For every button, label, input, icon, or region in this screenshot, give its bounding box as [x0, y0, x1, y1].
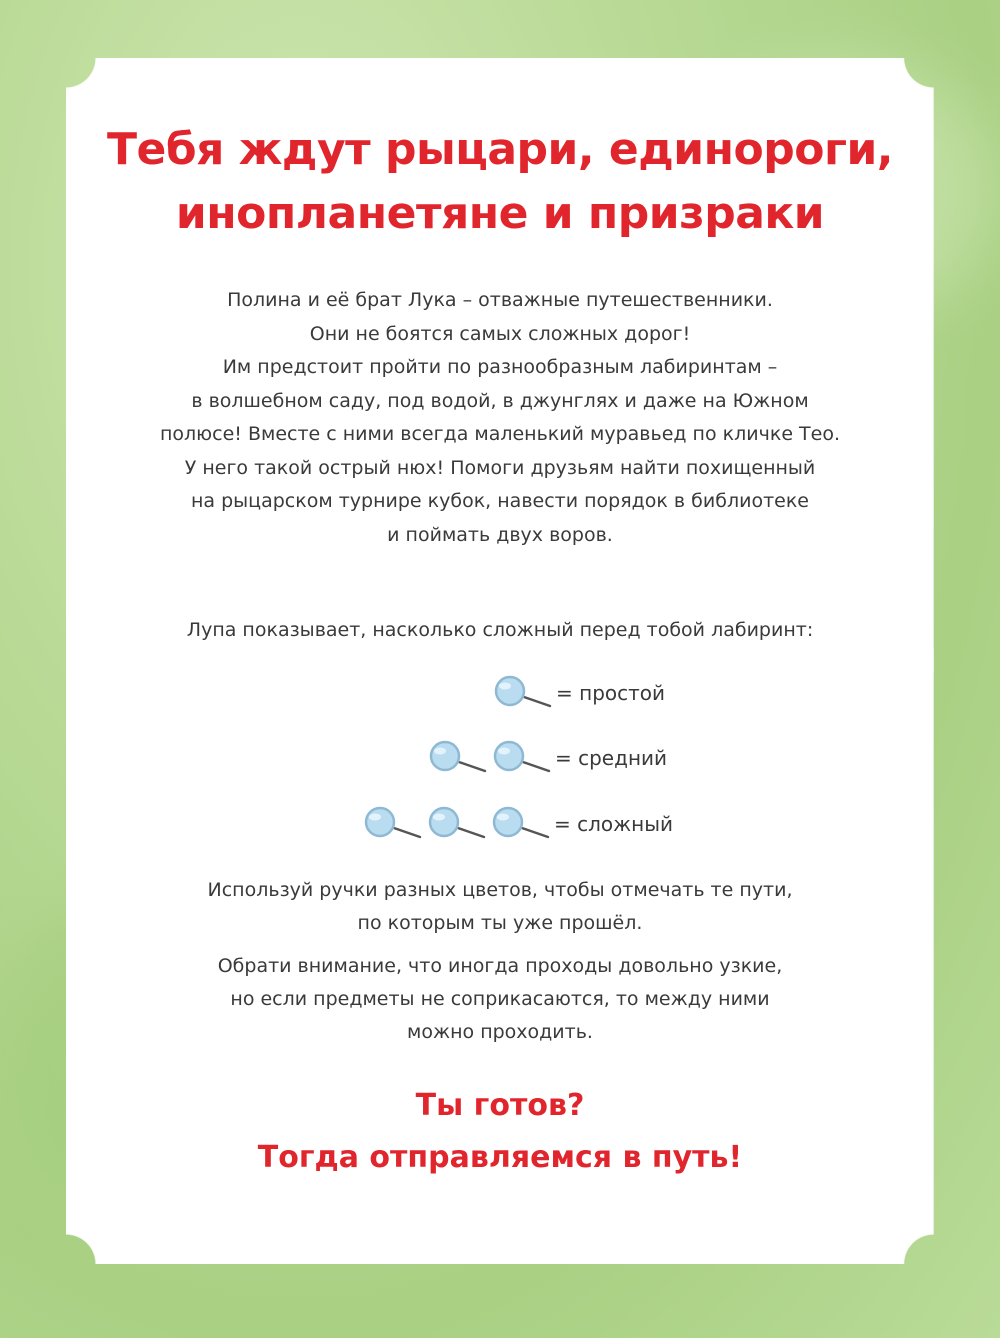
tip-line: по которым ты уже прошёл.	[357, 912, 643, 934]
outro-heading	[0, 1080, 1000, 1184]
legend-row-medium	[425, 738, 667, 778]
tip-paragraph-pens	[0, 874, 1000, 940]
magnifier-icon	[490, 673, 554, 713]
tip-paragraph-passages	[0, 950, 1000, 1049]
legend-row-hard	[360, 804, 673, 844]
difficulty-label: = простой	[556, 681, 666, 705]
outro-line: Ты готов?	[415, 1088, 585, 1123]
magnifier-icon	[424, 804, 488, 844]
title-line: Тебя ждут рыцари, единороги,	[106, 124, 893, 175]
magnifier-icon	[360, 804, 424, 844]
magnifier-icon	[488, 804, 552, 844]
legend-caption: Лупа показывает, насколько сложный перед тобой лабиринт:	[186, 619, 814, 641]
intro-paragraph	[0, 284, 1000, 552]
intro-line: полюсе! Вместе с ними всегда маленький муравьед по кличке Тео.	[159, 423, 841, 445]
intro-line: в волшебном саду, под водой, в джунглях и даже на Южном	[191, 389, 809, 412]
difficulty-icons	[360, 804, 552, 844]
intro-line: и поймать двух воров.	[387, 523, 613, 546]
tip-line: но если предметы не соприкасаются, то между ними	[230, 988, 770, 1010]
intro-line: Им предстоит пройти по разнообразным лабиринтам –	[222, 356, 778, 378]
difficulty-icons	[425, 738, 553, 778]
legend-row-easy	[490, 673, 665, 713]
tip-line: Используй ручки разных цветов, чтобы отмечать те пути,	[207, 879, 793, 901]
difficulty-label: = сложный	[554, 812, 674, 836]
intro-line: на рыцарском турнире кубок, навести порядок в библиотеке	[190, 490, 809, 512]
intro-line: Они не боятся самых сложных дорог!	[309, 322, 691, 345]
tip-line: Обрати внимание, что иногда проходы довольно узкие,	[217, 955, 783, 977]
magnifier-icon	[425, 738, 489, 778]
tip-line: можно проходить.	[407, 1021, 593, 1043]
title-line: инопланетяне и призраки	[175, 188, 825, 239]
magnifier-icon	[489, 738, 553, 778]
page-title	[0, 118, 1000, 246]
intro-line: Полина и её брат Лука – отважные путешественники.	[227, 289, 773, 311]
intro-line: У него такой острый нюх! Помоги друзьям найти похищенный	[184, 456, 816, 479]
outro-line: Тогда отправляемся в путь!	[257, 1140, 743, 1175]
difficulty-icons	[490, 673, 554, 713]
difficulty-label: = средний	[555, 746, 668, 770]
